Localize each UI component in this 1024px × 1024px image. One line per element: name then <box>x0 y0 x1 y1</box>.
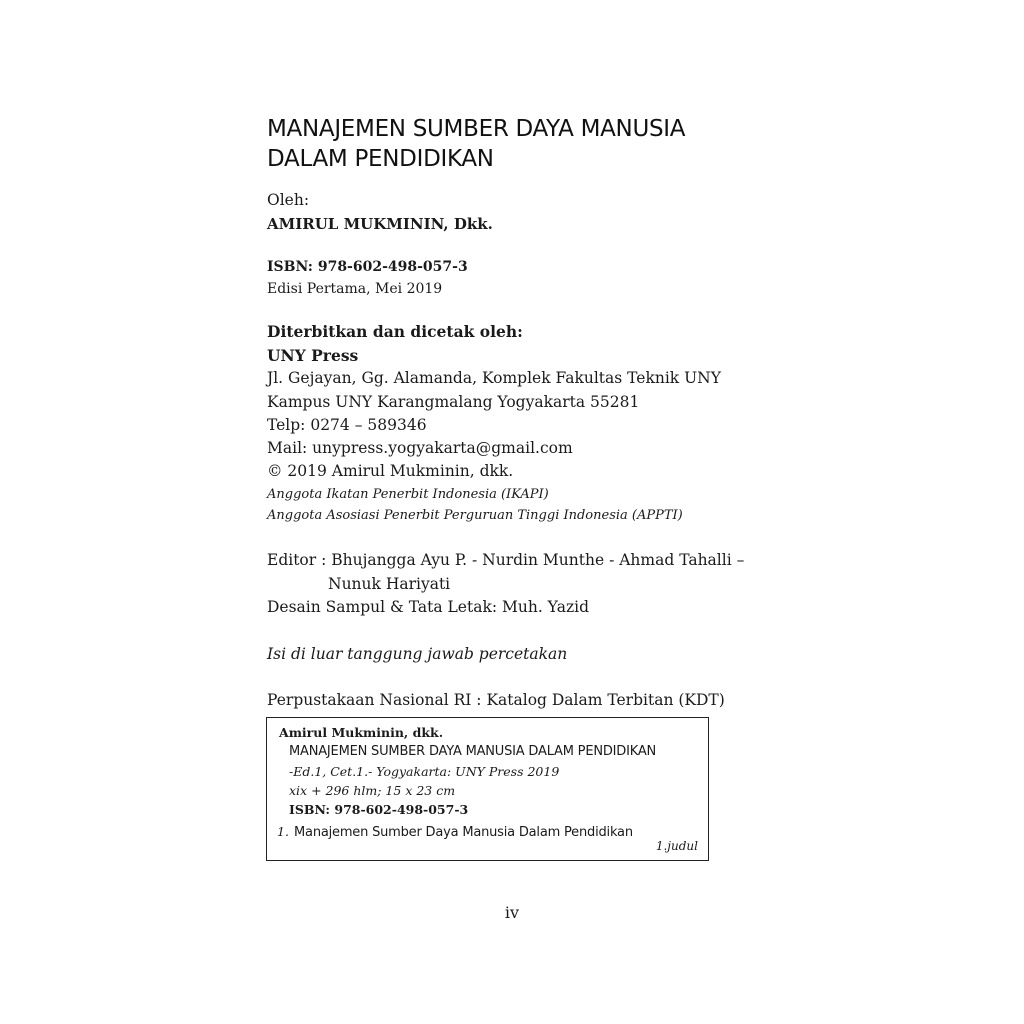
page-number: iv <box>504 903 520 922</box>
catalog-box <box>266 717 709 861</box>
design-credit: Desain Sampul & Tata Letak: Muh. Yazid <box>267 598 589 616</box>
publisher-phone: Telp: 0274 – 589346 <box>267 416 427 434</box>
copyright-notice: © 2019 Amirul Mukminin, dkk. <box>267 462 514 480</box>
book-title-line-1: MANAJEMEN SUMBER DAYA MANUSIA <box>267 116 686 142</box>
member-ikapi: Anggota Ikatan Penerbit Indonesia (IKAPI) <box>267 487 549 502</box>
book-title <box>267 114 827 174</box>
isbn: ISBN: 978-602-498-057-3 <box>267 259 468 275</box>
catalog-subject <box>277 821 633 840</box>
author-name: AMIRUL MUKMININ, Dkk. <box>267 215 493 233</box>
catalog-subject-text: Manajemen Sumber Daya Manusia Dalam Pendidikan <box>294 825 633 840</box>
editor-line-1: Editor : Bhujangga Ayu P. - Nurdin Munthe - Ahmad Tahalli – <box>267 551 745 569</box>
publisher-address-1: Jl. Gejayan, Gg. Alamanda, Komplek Fakultas Teknik UNY <box>267 369 721 387</box>
by-label: Oleh: <box>267 191 310 209</box>
publisher-heading: Diterbitkan dan dicetak oleh: <box>267 322 523 341</box>
catalog-tag: 1.judul <box>655 839 698 853</box>
catalog-author: Amirul Mukminin, dkk. <box>279 725 444 740</box>
catalog-title: MANAJEMEN SUMBER DAYA MANUSIA DALAM PENDIDIKAN <box>289 744 657 759</box>
member-appti: Anggota Asosiasi Penerbit Perguruan Tinggi Indonesia (APPTI) <box>267 508 683 523</box>
publisher-name: UNY Press <box>267 346 359 365</box>
publisher-mail: Mail: unypress.yogyakarta@gmail.com <box>267 439 573 457</box>
edition: Edisi Pertama, Mei 2019 <box>267 281 443 297</box>
catalog-edition: -Ed.1, Cet.1.- Yogyakarta: UNY Press 2019 <box>289 764 560 779</box>
catalog-heading: Perpustakaan Nasional RI : Katalog Dalam Terbitan (KDT) <box>267 691 725 709</box>
disclaimer: Isi di luar tanggung jawab percetakan <box>267 645 568 663</box>
editor-line-2: Nunuk Hariyati <box>328 575 451 593</box>
catalog-physical: xix + 296 hlm; 15 x 23 cm <box>289 783 456 798</box>
catalog-subject-number: 1. <box>277 824 289 839</box>
catalog-isbn: ISBN: 978-602-498-057-3 <box>289 802 469 817</box>
publisher-address-2: Kampus UNY Karangmalang Yogyakarta 55281 <box>267 393 640 411</box>
book-title-line-2: DALAM PENDIDIKAN <box>267 146 494 172</box>
